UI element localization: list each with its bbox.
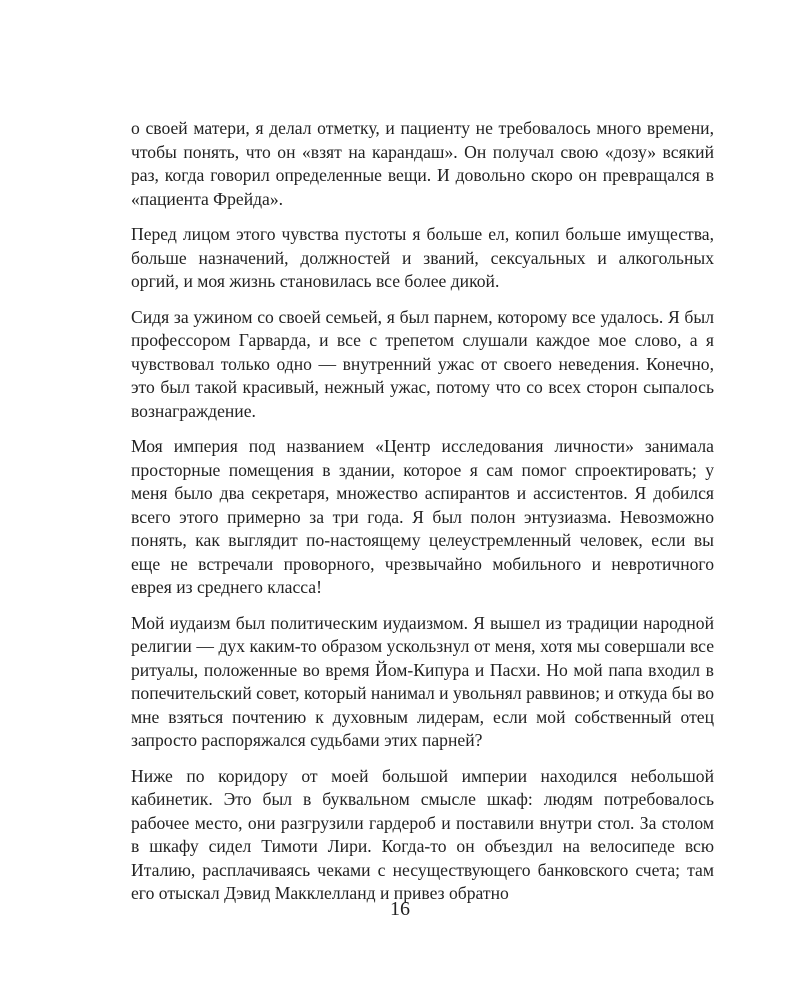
paragraph-4: Моя империя под названием «Центр исследования личности» занимала просторные помещения в здании, которое я сам помог спроектировать; у меня было два секретаря, множество аспирантов и ассистентов. Я добился всего этого примерно за три года. Я был полон энтузиазма. Невозможно понять, как выглядит по-настоящему целеустремленный человек, если вы еще не встречали проворного, чрезвычайно мобильного и невротичного еврея из среднего класса! bbox=[131, 436, 714, 597]
page-body-text bbox=[131, 117, 714, 918]
paragraph-2: Перед лицом этого чувства пустоты я больше ел, копил больше имущества, больше назначений, должностей и званий, сексуальных и алкогольных оргий, и моя жизнь становилась все более дикой. bbox=[131, 224, 714, 291]
paragraph-6: Ниже по коридору от моей большой империи находился небольшой кабинетик. Это был в буквальном смысле шкаф: людям потребовалось рабочее место, они разгрузили гардероб и поставили внутри стол. За столом в шкафу сидел Тимоти Лири. Когда-то он объездил на велосипеде всю Италию, расплачиваясь чеками с несуществующего банковского счета; там его отыскал Дэвид Макклелланд и привез обратно bbox=[131, 765, 714, 903]
page-number: 16 bbox=[390, 898, 410, 920]
paragraph-1: о своей матери, я делал отметку, и пациенту не требовалось много времени, чтобы понять, что он «взят на карандаш». Он получал свою «дозу» всякий раз, когда говорил определенные вещи. И довольно скоро он превращался в «пациента Фрейда». bbox=[131, 118, 714, 209]
paragraph-3: Сидя за ужином со своей семьей, я был парнем, которому все удалось. Я был профессором Гарварда, и все с трепетом слушали каждое мое слово, а я чувствовал только одно — внутренний ужас от своего неведения. Конечно, это был такой красивый, нежный ужас, потому что со всех сторон сыпалось вознаграждение. bbox=[131, 306, 714, 421]
paragraph-5: Мой иудаизм был политическим иудаизмом. Я вышел из традиции народной религии — дух каким-то образом ускользнул от меня, хотя мы совершали все ритуалы, положенные во время Йом-Кипура и Пасхи. Но мой папа входил в попечительский совет, который нанимал и увольнял раввинов; и откуда бы во мне взяться почтению к духовным лидерам, если мой собственный отец запросто распоряжался судьбами этих парней? bbox=[131, 612, 714, 750]
